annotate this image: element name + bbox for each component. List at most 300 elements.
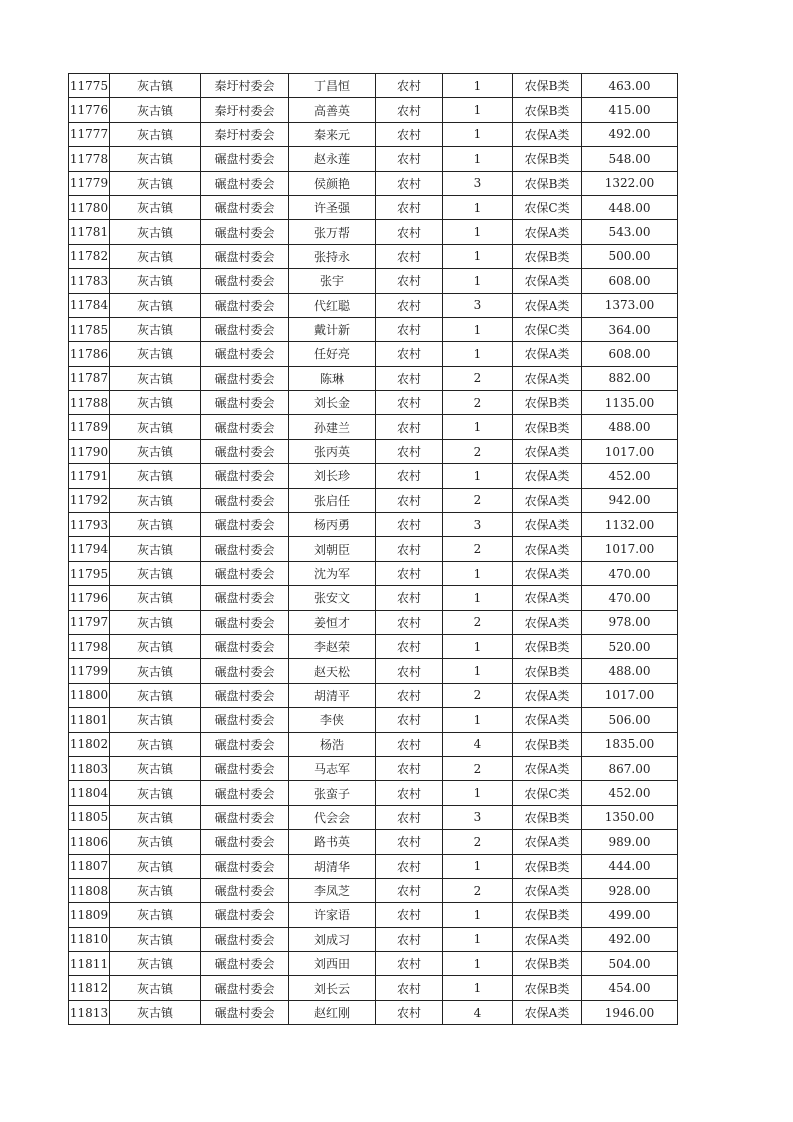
table-row — [69, 537, 678, 561]
cell-household-type: 农村 — [376, 293, 443, 317]
cell-member-count: 1 — [443, 464, 513, 488]
cell-town: 灰古镇 — [110, 878, 201, 902]
cell-town: 灰古镇 — [110, 74, 201, 98]
cell-member-count: 1 — [443, 586, 513, 610]
cell-household-type: 农村 — [376, 488, 443, 512]
cell-town: 灰古镇 — [110, 244, 201, 268]
cell-insurance-category: 农保A类 — [513, 878, 582, 902]
table-row — [69, 244, 678, 268]
cell-village-committee: 秦圩村委会 — [201, 98, 289, 122]
cell-member-count: 3 — [443, 293, 513, 317]
cell-name: 李赵荣 — [289, 634, 376, 658]
cell-insurance-category: 农保A类 — [513, 1000, 582, 1024]
cell-amount: 1132.00 — [582, 513, 678, 537]
cell-insurance-category: 农保A类 — [513, 293, 582, 317]
cell-village-committee: 碾盘村委会 — [201, 830, 289, 854]
cell-amount: 543.00 — [582, 220, 678, 244]
cell-amount: 1017.00 — [582, 439, 678, 463]
cell-village-committee: 碾盘村委会 — [201, 659, 289, 683]
cell-row-number: 11793 — [69, 513, 110, 537]
cell-member-count: 2 — [443, 391, 513, 415]
cell-name: 张蛮子 — [289, 781, 376, 805]
cell-amount: 452.00 — [582, 464, 678, 488]
cell-village-committee: 碾盘村委会 — [201, 586, 289, 610]
cell-town: 灰古镇 — [110, 683, 201, 707]
cell-amount: 488.00 — [582, 415, 678, 439]
cell-amount: 500.00 — [582, 244, 678, 268]
table-row — [69, 195, 678, 219]
cell-row-number: 11806 — [69, 830, 110, 854]
cell-village-committee: 碾盘村委会 — [201, 293, 289, 317]
cell-member-count: 1 — [443, 708, 513, 732]
cell-amount: 1135.00 — [582, 391, 678, 415]
cell-row-number: 11797 — [69, 610, 110, 634]
cell-town: 灰古镇 — [110, 854, 201, 878]
cell-amount: 364.00 — [582, 317, 678, 341]
cell-town: 灰古镇 — [110, 830, 201, 854]
cell-name: 张丙英 — [289, 439, 376, 463]
cell-name: 路书英 — [289, 830, 376, 854]
cell-row-number: 11799 — [69, 659, 110, 683]
cell-household-type: 农村 — [376, 415, 443, 439]
cell-town: 灰古镇 — [110, 1000, 201, 1024]
cell-name: 姜恒才 — [289, 610, 376, 634]
cell-town: 灰古镇 — [110, 610, 201, 634]
cell-village-committee: 碾盘村委会 — [201, 1000, 289, 1024]
cell-member-count: 3 — [443, 171, 513, 195]
cell-village-committee: 碾盘村委会 — [201, 805, 289, 829]
cell-town: 灰古镇 — [110, 122, 201, 146]
table-row — [69, 220, 678, 244]
cell-town: 灰古镇 — [110, 464, 201, 488]
cell-name: 高善英 — [289, 98, 376, 122]
table-row — [69, 415, 678, 439]
cell-amount: 1017.00 — [582, 683, 678, 707]
table-row — [69, 269, 678, 293]
cell-row-number: 11782 — [69, 244, 110, 268]
cell-village-committee: 碾盘村委会 — [201, 513, 289, 537]
cell-name: 杨浩 — [289, 732, 376, 756]
cell-village-committee: 碾盘村委会 — [201, 537, 289, 561]
table-row — [69, 391, 678, 415]
cell-insurance-category: 农保B类 — [513, 732, 582, 756]
table-row — [69, 830, 678, 854]
cell-amount: 506.00 — [582, 708, 678, 732]
cell-name: 许家语 — [289, 903, 376, 927]
cell-village-committee: 秦圩村委会 — [201, 122, 289, 146]
cell-household-type: 农村 — [376, 732, 443, 756]
cell-village-committee: 碾盘村委会 — [201, 732, 289, 756]
cell-insurance-category: 农保A类 — [513, 561, 582, 585]
cell-village-committee: 碾盘村委会 — [201, 976, 289, 1000]
cell-village-committee: 秦圩村委会 — [201, 74, 289, 98]
cell-household-type: 农村 — [376, 659, 443, 683]
cell-insurance-category: 农保C类 — [513, 195, 582, 219]
cell-name: 张万帮 — [289, 220, 376, 244]
cell-name: 赵红刚 — [289, 1000, 376, 1024]
cell-name: 刘西田 — [289, 952, 376, 976]
cell-town: 灰古镇 — [110, 439, 201, 463]
cell-insurance-category: 农保B类 — [513, 976, 582, 1000]
cell-town: 灰古镇 — [110, 293, 201, 317]
cell-insurance-category: 农保B类 — [513, 415, 582, 439]
cell-name: 刘长云 — [289, 976, 376, 1000]
cell-name: 许圣强 — [289, 195, 376, 219]
cell-town: 灰古镇 — [110, 732, 201, 756]
cell-member-count: 3 — [443, 513, 513, 537]
cell-insurance-category: 农保A类 — [513, 708, 582, 732]
cell-town: 灰古镇 — [110, 488, 201, 512]
table-row — [69, 927, 678, 951]
cell-town: 灰古镇 — [110, 976, 201, 1000]
cell-household-type: 农村 — [376, 854, 443, 878]
cell-member-count: 1 — [443, 147, 513, 171]
table-row — [69, 439, 678, 463]
cell-amount: 492.00 — [582, 927, 678, 951]
cell-name: 丁昌恒 — [289, 74, 376, 98]
cell-name: 陈琳 — [289, 366, 376, 390]
cell-member-count: 1 — [443, 415, 513, 439]
cell-member-count: 1 — [443, 195, 513, 219]
cell-member-count: 4 — [443, 732, 513, 756]
cell-member-count: 2 — [443, 488, 513, 512]
cell-household-type: 农村 — [376, 537, 443, 561]
table-row — [69, 805, 678, 829]
cell-member-count: 1 — [443, 342, 513, 366]
cell-household-type: 农村 — [376, 195, 443, 219]
cell-household-type: 农村 — [376, 683, 443, 707]
table-row — [69, 366, 678, 390]
cell-household-type: 农村 — [376, 1000, 443, 1024]
cell-name: 李侠 — [289, 708, 376, 732]
cell-row-number: 11791 — [69, 464, 110, 488]
cell-insurance-category: 农保A类 — [513, 366, 582, 390]
table-row — [69, 513, 678, 537]
cell-row-number: 11778 — [69, 147, 110, 171]
cell-insurance-category: 农保B类 — [513, 391, 582, 415]
cell-row-number: 11798 — [69, 634, 110, 658]
cell-row-number: 11796 — [69, 586, 110, 610]
cell-household-type: 农村 — [376, 98, 443, 122]
cell-name: 刘长金 — [289, 391, 376, 415]
cell-insurance-category: 农保B类 — [513, 147, 582, 171]
cell-household-type: 农村 — [376, 122, 443, 146]
cell-insurance-category: 农保C类 — [513, 317, 582, 341]
cell-insurance-category: 农保A类 — [513, 927, 582, 951]
cell-member-count: 4 — [443, 1000, 513, 1024]
cell-member-count: 1 — [443, 854, 513, 878]
cell-member-count: 1 — [443, 927, 513, 951]
cell-row-number: 11794 — [69, 537, 110, 561]
cell-town: 灰古镇 — [110, 634, 201, 658]
cell-village-committee: 碾盘村委会 — [201, 488, 289, 512]
cell-insurance-category: 农保A类 — [513, 586, 582, 610]
cell-household-type: 农村 — [376, 74, 443, 98]
table-row — [69, 683, 678, 707]
cell-town: 灰古镇 — [110, 98, 201, 122]
cell-member-count: 2 — [443, 756, 513, 780]
cell-village-committee: 碾盘村委会 — [201, 927, 289, 951]
cell-insurance-category: 农保A类 — [513, 610, 582, 634]
table-row — [69, 781, 678, 805]
cell-amount: 978.00 — [582, 610, 678, 634]
cell-amount: 1373.00 — [582, 293, 678, 317]
cell-household-type: 农村 — [376, 342, 443, 366]
cell-amount: 470.00 — [582, 586, 678, 610]
cell-village-committee: 碾盘村委会 — [201, 244, 289, 268]
cell-town: 灰古镇 — [110, 391, 201, 415]
cell-name: 孙建兰 — [289, 415, 376, 439]
cell-village-committee: 碾盘村委会 — [201, 342, 289, 366]
cell-town: 灰古镇 — [110, 781, 201, 805]
cell-member-count: 1 — [443, 976, 513, 1000]
cell-household-type: 农村 — [376, 147, 443, 171]
cell-amount: 492.00 — [582, 122, 678, 146]
cell-amount: 488.00 — [582, 659, 678, 683]
cell-name: 秦来元 — [289, 122, 376, 146]
cell-name: 张宇 — [289, 269, 376, 293]
cell-amount: 499.00 — [582, 903, 678, 927]
cell-household-type: 农村 — [376, 561, 443, 585]
cell-amount: 470.00 — [582, 561, 678, 585]
cell-household-type: 农村 — [376, 513, 443, 537]
cell-name: 刘成习 — [289, 927, 376, 951]
table-row — [69, 854, 678, 878]
table-row — [69, 586, 678, 610]
cell-row-number: 11777 — [69, 122, 110, 146]
cell-village-committee: 碾盘村委会 — [201, 708, 289, 732]
cell-row-number: 11788 — [69, 391, 110, 415]
table-row — [69, 122, 678, 146]
cell-row-number: 11785 — [69, 317, 110, 341]
cell-member-count: 1 — [443, 244, 513, 268]
cell-village-committee: 碾盘村委会 — [201, 415, 289, 439]
cell-name: 戴计新 — [289, 317, 376, 341]
cell-amount: 1017.00 — [582, 537, 678, 561]
cell-row-number: 11802 — [69, 732, 110, 756]
cell-member-count: 1 — [443, 903, 513, 927]
cell-member-count: 1 — [443, 98, 513, 122]
cell-row-number: 11813 — [69, 1000, 110, 1024]
cell-household-type: 农村 — [376, 439, 443, 463]
cell-name: 李凤芝 — [289, 878, 376, 902]
cell-row-number: 11783 — [69, 269, 110, 293]
cell-row-number: 11786 — [69, 342, 110, 366]
cell-row-number: 11807 — [69, 854, 110, 878]
table-row — [69, 708, 678, 732]
cell-village-committee: 碾盘村委会 — [201, 269, 289, 293]
cell-name: 代红聪 — [289, 293, 376, 317]
cell-village-committee: 碾盘村委会 — [201, 195, 289, 219]
cell-name: 张安文 — [289, 586, 376, 610]
cell-member-count: 1 — [443, 74, 513, 98]
cell-name: 马志军 — [289, 756, 376, 780]
cell-name: 沈为军 — [289, 561, 376, 585]
cell-town: 灰古镇 — [110, 561, 201, 585]
cell-member-count: 2 — [443, 610, 513, 634]
cell-household-type: 农村 — [376, 269, 443, 293]
cell-amount: 1350.00 — [582, 805, 678, 829]
cell-village-committee: 碾盘村委会 — [201, 756, 289, 780]
cell-amount: 520.00 — [582, 634, 678, 658]
cell-amount: 1835.00 — [582, 732, 678, 756]
cell-row-number: 11779 — [69, 171, 110, 195]
cell-name: 赵天松 — [289, 659, 376, 683]
cell-member-count: 2 — [443, 439, 513, 463]
cell-village-committee: 碾盘村委会 — [201, 634, 289, 658]
cell-amount: 928.00 — [582, 878, 678, 902]
cell-village-committee: 碾盘村委会 — [201, 317, 289, 341]
cell-insurance-category: 农保A类 — [513, 122, 582, 146]
table-row — [69, 171, 678, 195]
cell-village-committee: 碾盘村委会 — [201, 439, 289, 463]
cell-insurance-category: 农保B类 — [513, 244, 582, 268]
cell-household-type: 农村 — [376, 317, 443, 341]
cell-member-count: 1 — [443, 317, 513, 341]
table-row — [69, 976, 678, 1000]
table-row — [69, 1000, 678, 1024]
cell-name: 赵永莲 — [289, 147, 376, 171]
cell-name: 胡清华 — [289, 854, 376, 878]
cell-town: 灰古镇 — [110, 756, 201, 780]
cell-amount: 942.00 — [582, 488, 678, 512]
cell-insurance-category: 农保A类 — [513, 513, 582, 537]
cell-town: 灰古镇 — [110, 952, 201, 976]
cell-row-number: 11784 — [69, 293, 110, 317]
cell-name: 任好亮 — [289, 342, 376, 366]
cell-household-type: 农村 — [376, 391, 443, 415]
data-table — [68, 73, 678, 1025]
cell-insurance-category: 农保A类 — [513, 488, 582, 512]
cell-household-type: 农村 — [376, 976, 443, 1000]
cell-household-type: 农村 — [376, 927, 443, 951]
cell-amount: 867.00 — [582, 756, 678, 780]
table-body — [69, 74, 678, 1025]
cell-amount: 548.00 — [582, 147, 678, 171]
cell-row-number: 11792 — [69, 488, 110, 512]
cell-amount: 454.00 — [582, 976, 678, 1000]
cell-town: 灰古镇 — [110, 147, 201, 171]
cell-name: 胡清平 — [289, 683, 376, 707]
cell-insurance-category: 农保A类 — [513, 756, 582, 780]
cell-member-count: 2 — [443, 537, 513, 561]
cell-row-number: 11811 — [69, 952, 110, 976]
table-row — [69, 488, 678, 512]
cell-name: 张启任 — [289, 488, 376, 512]
cell-row-number: 11804 — [69, 781, 110, 805]
cell-row-number: 11801 — [69, 708, 110, 732]
cell-amount: 608.00 — [582, 269, 678, 293]
cell-insurance-category: 农保A类 — [513, 269, 582, 293]
cell-household-type: 农村 — [376, 464, 443, 488]
table-row — [69, 732, 678, 756]
cell-insurance-category: 农保A类 — [513, 830, 582, 854]
cell-member-count: 1 — [443, 122, 513, 146]
cell-village-committee: 碾盘村委会 — [201, 903, 289, 927]
cell-town: 灰古镇 — [110, 659, 201, 683]
cell-row-number: 11795 — [69, 561, 110, 585]
cell-amount: 504.00 — [582, 952, 678, 976]
table-row — [69, 952, 678, 976]
table-row — [69, 464, 678, 488]
cell-row-number: 11789 — [69, 415, 110, 439]
cell-amount: 608.00 — [582, 342, 678, 366]
cell-member-count: 2 — [443, 366, 513, 390]
cell-town: 灰古镇 — [110, 805, 201, 829]
cell-insurance-category: 农保B类 — [513, 952, 582, 976]
cell-member-count: 1 — [443, 659, 513, 683]
cell-row-number: 11780 — [69, 195, 110, 219]
cell-row-number: 11812 — [69, 976, 110, 1000]
cell-insurance-category: 农保A类 — [513, 342, 582, 366]
cell-village-committee: 碾盘村委会 — [201, 464, 289, 488]
cell-amount: 448.00 — [582, 195, 678, 219]
table-row — [69, 147, 678, 171]
cell-member-count: 1 — [443, 634, 513, 658]
cell-town: 灰古镇 — [110, 708, 201, 732]
cell-village-committee: 碾盘村委会 — [201, 854, 289, 878]
cell-household-type: 农村 — [376, 586, 443, 610]
cell-town: 灰古镇 — [110, 342, 201, 366]
cell-town: 灰古镇 — [110, 537, 201, 561]
cell-name: 刘长珍 — [289, 464, 376, 488]
cell-insurance-category: 农保C类 — [513, 781, 582, 805]
cell-town: 灰古镇 — [110, 269, 201, 293]
cell-row-number: 11775 — [69, 74, 110, 98]
cell-amount: 882.00 — [582, 366, 678, 390]
cell-insurance-category: 农保B类 — [513, 634, 582, 658]
cell-town: 灰古镇 — [110, 317, 201, 341]
cell-town: 灰古镇 — [110, 586, 201, 610]
cell-village-committee: 碾盘村委会 — [201, 561, 289, 585]
cell-village-committee: 碾盘村委会 — [201, 952, 289, 976]
cell-household-type: 农村 — [376, 244, 443, 268]
cell-household-type: 农村 — [376, 220, 443, 244]
cell-insurance-category: 农保B类 — [513, 854, 582, 878]
cell-village-committee: 碾盘村委会 — [201, 391, 289, 415]
cell-village-committee: 碾盘村委会 — [201, 878, 289, 902]
table-row — [69, 317, 678, 341]
cell-village-committee: 碾盘村委会 — [201, 781, 289, 805]
table-row — [69, 903, 678, 927]
cell-member-count: 1 — [443, 220, 513, 244]
cell-name: 侯颜艳 — [289, 171, 376, 195]
cell-insurance-category: 农保A类 — [513, 464, 582, 488]
cell-household-type: 农村 — [376, 708, 443, 732]
cell-village-committee: 碾盘村委会 — [201, 610, 289, 634]
cell-household-type: 农村 — [376, 610, 443, 634]
cell-member-count: 1 — [443, 269, 513, 293]
cell-insurance-category: 农保B类 — [513, 903, 582, 927]
cell-row-number: 11808 — [69, 878, 110, 902]
cell-insurance-category: 农保A类 — [513, 439, 582, 463]
cell-household-type: 农村 — [376, 756, 443, 780]
table-row — [69, 659, 678, 683]
cell-household-type: 农村 — [376, 830, 443, 854]
cell-household-type: 农村 — [376, 634, 443, 658]
table-row — [69, 342, 678, 366]
cell-household-type: 农村 — [376, 781, 443, 805]
cell-town: 灰古镇 — [110, 220, 201, 244]
table-row — [69, 561, 678, 585]
cell-town: 灰古镇 — [110, 927, 201, 951]
cell-insurance-category: 农保A类 — [513, 537, 582, 561]
cell-insurance-category: 农保A类 — [513, 683, 582, 707]
table-row — [69, 74, 678, 98]
cell-amount: 1946.00 — [582, 1000, 678, 1024]
table-row — [69, 610, 678, 634]
cell-row-number: 11781 — [69, 220, 110, 244]
